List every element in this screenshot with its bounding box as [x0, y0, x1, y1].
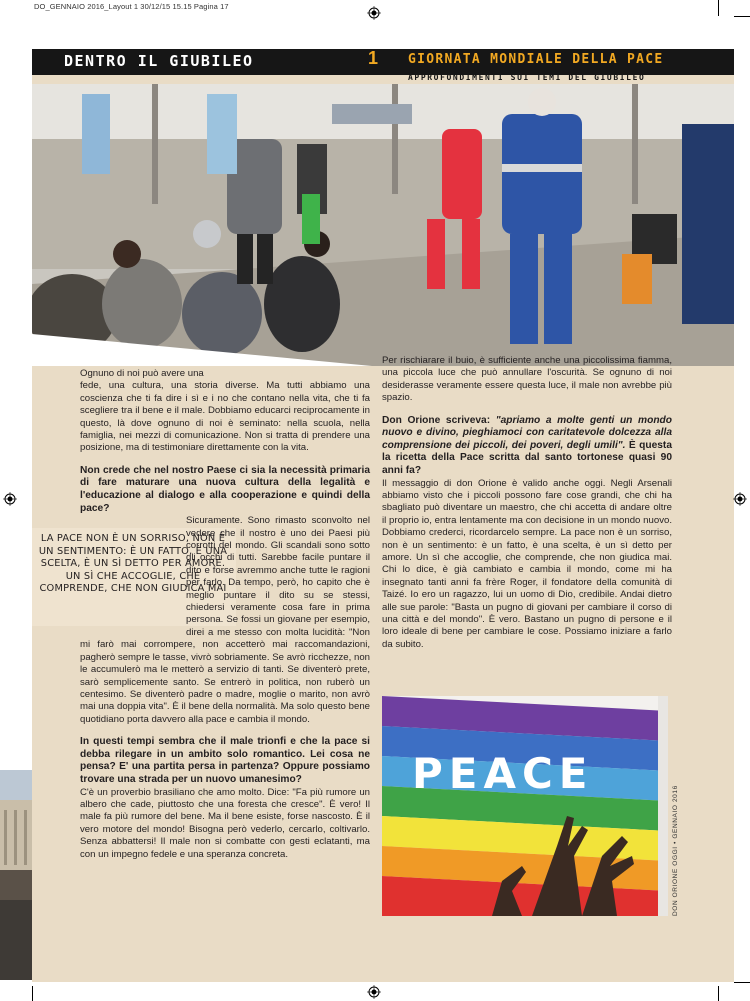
crop-mark — [718, 0, 719, 16]
interview-answer: Sicuramente. Sono rimasto sconvolto nel vedere che il nostro è uno dei Paesi più corrotti del mondo. Gli scandali sono sotto gli occhi di tutti. Sarebbe facile puntare il dito e forse avremmo anche tutte le ragioni per farlo. Da tempo, però, ho capito che è meglio puntare il dito su se stessi, chiedersi veramente cosa fare in prima persona. Se fossi un giovane per esempio, direi a me stesso con molta lucidità: "Non mi farò mai corrompere, non accetterò mai raccomandazioni, pagherò sempre le tasse, vivrò sobriamente. Se avrò ricchezze, non le accumulerò ma le metterò a servizio di tanti. Se diventerò prete, sarò semplicemente santo. Se entrerò in politica, non ruberò un centesimo. Se diventerò padre o madre, moglie o marito, non avrò mai una doppia vita". È il bene della normalità. Ma solo questo bene quotidiano porta davvero alla pace e cambia il mondo. — [80, 515, 370, 725]
crop-mark — [734, 982, 750, 983]
st-peters-photo — [0, 770, 32, 980]
question-tail: È questa la ricetta della Pace scritta dal santo tortonese quasi 90 anni fa? — [382, 439, 672, 476]
migrants-photo — [32, 84, 734, 366]
section-title: DENTRO IL GIUBILEO — [64, 52, 254, 70]
crop-mark — [734, 16, 750, 17]
registration-mark — [3, 492, 17, 506]
don-orione-quote: "apriamo a molte genti un mondo nuovo e divino, pieghiamoci con caritatevole dolcezza alla comprensione dei piccoli, dei poveri, degli umili". — [382, 414, 672, 451]
interview-answer: C'è un proverbio brasiliano che amo molto. Dice: "Fa più rumore un albero che cade, piuttosto che una foresta che cresce". È vero! Il male fa più rumore del bene. Ma il bene esiste, forse nascosto. È il vero motore del mondo! Bisogna però vederlo, cercarlo, coltivarlo. Senza abbattersi! Il male non si combatte con gesti eclatanti, ma con un impegno fedele e una speranza concreta. — [80, 786, 370, 860]
intro-paragraph: fede, una cultura, una storia diverse. Ma tutti abbiamo una coscienza che ti fa dire i sì e i no che contano nella vita, che ti fa scegliere tra il bene e il male. Dobbiamo educarci reciprocamente in questo, là dove ognuno di noi è seminato: nella scuola, nella famiglia, nei mezzi di comunicazione. Non si tratta di prendere una posizione, ma di testimoniare direttamente con la vita. — [80, 380, 370, 454]
pull-quote: LA PACE NON È UN SORRISO, NON È UN SENTIMENTO: È UN FATTO, È UNA SCELTA, È UN SÌ DETTO PER AMORE. UN SÌ CHE ACCOGLIE, CHE COMPRENDE, CHE NON GIUDICA MAI — [38, 533, 228, 595]
pull-quote-spacer — [30, 517, 180, 627]
feature-subtitle: APPROFONDIMENTI SUI TEMI DEL GIUBILEO — [408, 73, 646, 82]
interview-question — [382, 415, 672, 478]
crop-mark — [718, 986, 719, 1001]
interview-answer: Il messaggio di don Orione è valido anche oggi. Negli Arsenali abbiamo visto che i piccoli possono fare cose grandi, che chi ha sbagliato può diventare un maestro, che chi accetta di andare oltre il proprio io, entra lentamente ma con decisione in un mondo nuovo. Dobbiamo crederci, ricordarcelo sempre. La pace non è un sorriso, non è un sentimento: è un fatto, è una scelta, è un sì detto per amore. Un sì che accoglie, che comprende, che non giudica mai. Chi lo dice, è già cambiato e cambia il mondo, come mi ha insegnato tanti anni fa frère Roger, il fondatore della comunità di Taizé. Io ero un ragazzo, lui un uomo di Dio, credibile. Andai dietro alle sue parole: "Basta un pugno di giovani per cambiare il corso di una città e del mondo". È vero. Bastano un pugno di persone e il loro ideale di bene per cambiare le cose. Possiamo iniziare a farlo da subito. — [382, 477, 672, 650]
peace-flag-photo — [382, 696, 668, 916]
question-lead: Don Orione scriveva: — [382, 414, 491, 426]
interview-question: Non crede che nel nostro Paese ci sia la necessità primaria di fare maturare una nuova cultura della legalità e l'educazione al dialogo e alla cooperazione e quindi della pace? — [80, 464, 370, 514]
section-number: 1 — [368, 48, 379, 68]
registration-mark — [367, 985, 381, 999]
print-slug: DO_GENNAIO 2016_Layout 1 30/12/15 15.15 Pagina 17 — [34, 2, 229, 11]
registration-mark — [367, 6, 381, 20]
intro-line: Ognuno di noi può avere una — [80, 368, 204, 379]
left-column — [80, 368, 370, 861]
registration-mark — [733, 492, 747, 506]
paragraph: Per rischiarare il buio, è sufficiente anche una piccolissima fiamma, una piccola luce che può annullare l'oscurità. Se ognuno di noi desiderasse veramente essere questa luce, il male non avrebbe più spazio. — [382, 355, 672, 404]
right-column — [382, 355, 672, 651]
photo-credit: DON ORIONE OGGI • GENNAIO 2016 — [672, 785, 679, 916]
interview-question: In questi tempi sembra che il male trionfi e che la pace si debba rilegare in un ambito solo romantico. Lei cosa ne pensa? E' una partita persa in partenza? Oppure possiamo trovare una strada per un nuovo umanesimo? — [80, 736, 370, 785]
feature-title: GIORNATA MONDIALE DELLA PACE — [408, 52, 664, 67]
flag-word: PEACE — [412, 749, 594, 798]
crop-mark — [32, 986, 33, 1001]
